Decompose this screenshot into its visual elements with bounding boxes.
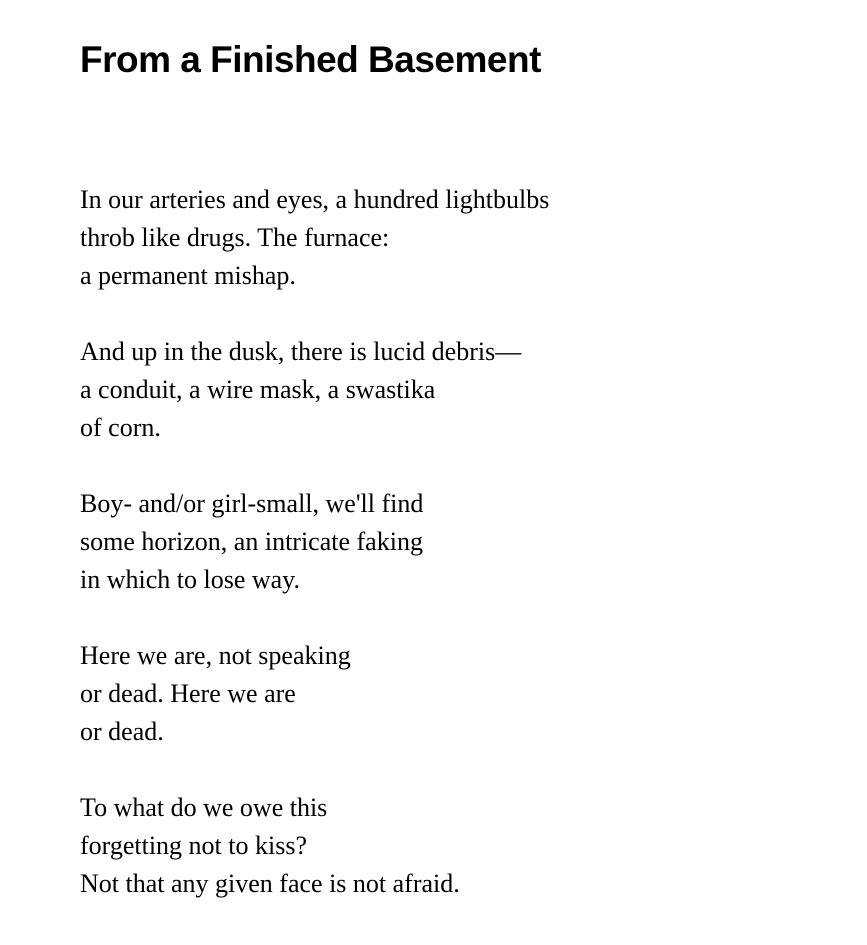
stanza-1 — [80, 181, 840, 295]
poem-line: in which to lose way. — [80, 565, 300, 594]
stanza-5 — [80, 789, 840, 903]
poem-line: or dead. — [80, 717, 164, 746]
stanza-3 — [80, 485, 840, 599]
poem-page — [80, 38, 840, 941]
poem-line: forgetting not to kiss? — [80, 831, 308, 860]
poem-line: Here we are, not speaking — [80, 641, 351, 670]
stanza-2 — [80, 333, 840, 447]
poem-line: of corn. — [80, 413, 161, 442]
poem-line: or dead. Here we are — [80, 679, 296, 708]
poem-line: To what do we owe this — [80, 793, 328, 822]
poem-line: a conduit, a wire mask, a swastika — [80, 375, 436, 404]
poem-line: some horizon, an intricate faking — [80, 527, 423, 556]
stanza-4 — [80, 637, 840, 751]
poem-title: From a Finished Basement — [80, 39, 541, 80]
poem-line: In our arteries and eyes, a hundred lightbulbs — [80, 185, 550, 214]
poem-line: And up in the dusk, there is lucid debris— — [80, 337, 522, 366]
poem-body — [80, 181, 840, 903]
poem-line: throb like drugs. The furnace: — [80, 223, 390, 252]
poem-line: Boy- and/or girl-small, we'll find — [80, 489, 424, 518]
poem-line: Not that any given face is not afraid. — [80, 869, 460, 898]
poem-line: a permanent mishap. — [80, 261, 296, 290]
